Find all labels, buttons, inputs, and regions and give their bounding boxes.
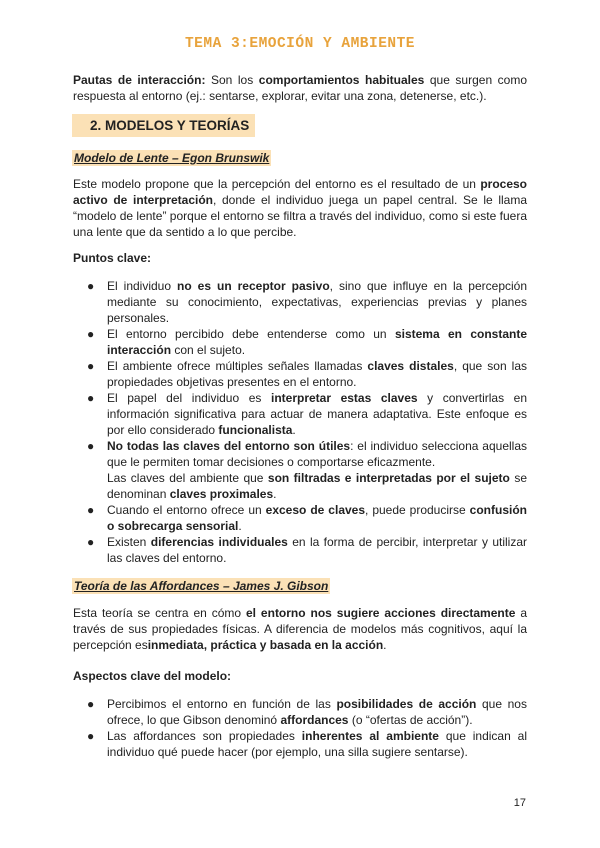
bold: proceso activo de interpretación: [73, 177, 527, 207]
text: Percibimos el entorno en función de las: [107, 697, 337, 711]
bold: inmediata, práctica y basada en la acción: [147, 638, 384, 652]
text: El individuo: [107, 279, 178, 293]
lens-model-heading: Modelo de Lente – Egon Brunswik: [74, 151, 270, 165]
bold: son filtradas e interpretadas por el sujeto: [267, 471, 510, 485]
text: en la forma de percibir, interpretar y utilizar las claves del entorno.: [107, 535, 527, 565]
list-item: [73, 696, 527, 728]
bold: diferencias individuales: [150, 535, 288, 549]
bullet-icon: ●: [87, 535, 95, 549]
text: que indican al individuo qué puede hacer (por ejemplo, una silla sugiere sentarse).: [107, 729, 528, 759]
intro-text: Son los: [205, 73, 259, 87]
bullet-icon: ●: [87, 439, 95, 453]
list-item: [73, 502, 527, 534]
text: que nos ofrece, lo que Gibson denominó: [107, 697, 527, 727]
page-number: 17: [513, 797, 526, 809]
text: .: [238, 519, 242, 533]
bullet-icon: ●: [87, 697, 95, 711]
lens-bullet-list: [73, 278, 527, 566]
bullet-icon: ●: [87, 391, 95, 405]
text: Este modelo propone que la percepción del entorno es el resultado de un: [73, 177, 481, 191]
list-item: [73, 358, 527, 390]
text: y convertirlas en información significativa para actuar de manera adaptativa. Este enfoque es por ello considerado: [107, 391, 527, 437]
bullet-icon: ●: [87, 359, 95, 373]
page-title: TEMA 3:EMOCIÓN Y AMBIENTE: [184, 36, 416, 52]
text: : el individuo selecciona aquellas que le permiten tomar decisiones o comportarse eficazmente.: [107, 439, 528, 469]
list-item-continuation: [73, 470, 527, 502]
bold: claves proximales: [169, 487, 274, 501]
lens-paragraph: [73, 176, 527, 240]
text: a través de sus propiedades físicas. A diferencia de modelos más cognitivos, aquí la percepción es: [73, 606, 528, 652]
text: Las claves del ambiente que: [107, 471, 268, 485]
text: se denominan: [107, 471, 527, 501]
text: con el sujeto.: [171, 343, 246, 357]
intro-bold-2: comportamientos habituales: [258, 73, 425, 87]
text: .: [273, 487, 277, 501]
bullet-icon: ●: [87, 729, 95, 743]
bold: funcionalista: [218, 423, 293, 437]
bold: exceso de claves: [265, 503, 366, 517]
section-heading: 2. MODELOS Y TEORÍAS: [72, 114, 255, 137]
points-heading: Puntos clave:: [73, 251, 152, 265]
bold: No todas las claves del entorno son útiles: [107, 439, 351, 453]
list-item: [73, 728, 527, 760]
text: El papel del individuo es: [107, 391, 271, 405]
bold: posibilidades de acción: [336, 697, 477, 711]
affordances-heading: Teoría de las Affordances – James J. Gibson: [74, 579, 329, 593]
intro-bold: Pautas de interacción:: [73, 73, 206, 87]
list-item: [73, 534, 527, 566]
gibson-paragraph: [73, 605, 527, 653]
bullet-icon: ●: [87, 503, 95, 517]
bold: no es un receptor pasivo: [177, 279, 330, 293]
intro-text-2: que surgen como respuesta al entorno (ej.: sentarse, explorar, evitar una zona, detenerse, etc.).: [73, 73, 528, 103]
list-item: [73, 326, 527, 358]
list-item: [73, 438, 527, 470]
bold: sistema en constante interacción: [107, 327, 528, 357]
text: Cuando el entorno ofrece un: [107, 503, 266, 517]
list-item: [73, 390, 527, 438]
gibson-bullet-list: [73, 696, 527, 760]
text: , sino que influye en la percepción mediante su conocimiento, expectativas, experiencias previas y planes personales.: [107, 279, 527, 325]
bold: confusión o sobrecarga sensorial: [107, 503, 527, 533]
aspects-heading: Aspectos clave del modelo:: [73, 669, 232, 683]
bold: affordances: [280, 713, 349, 727]
text: , puede producirse: [365, 503, 470, 517]
text: , donde el individuo juega un papel central. Se le llama “modelo de lente” porque el entorno se filtra a través del individuo, como si este fuera una lente que da sentido a lo que percibe.: [73, 193, 527, 239]
text: El entorno percibido debe entenderse como un: [107, 327, 395, 341]
text: .: [383, 638, 387, 652]
bold: inherentes al ambiente: [301, 729, 439, 743]
bold: claves distales: [367, 359, 454, 373]
text: Esta teoría se centra en cómo: [73, 606, 246, 620]
text: El ambiente ofrece múltiples señales llamadas: [107, 359, 368, 373]
text: Las affordances son propiedades: [107, 729, 302, 743]
bold: interpretar estas claves: [270, 391, 418, 405]
intro-paragraph: [73, 72, 527, 104]
text: Existen: [107, 535, 151, 549]
bullet-icon: ●: [87, 327, 95, 341]
text: (o “ofertas de acción”).: [348, 713, 473, 727]
bullet-icon: ●: [87, 279, 95, 293]
list-item: [73, 278, 527, 326]
text: , que son las propiedades objetivas presentes en el entorno.: [107, 359, 528, 389]
bold: el entorno nos sugiere acciones directamente: [246, 606, 516, 620]
text: .: [292, 423, 296, 437]
